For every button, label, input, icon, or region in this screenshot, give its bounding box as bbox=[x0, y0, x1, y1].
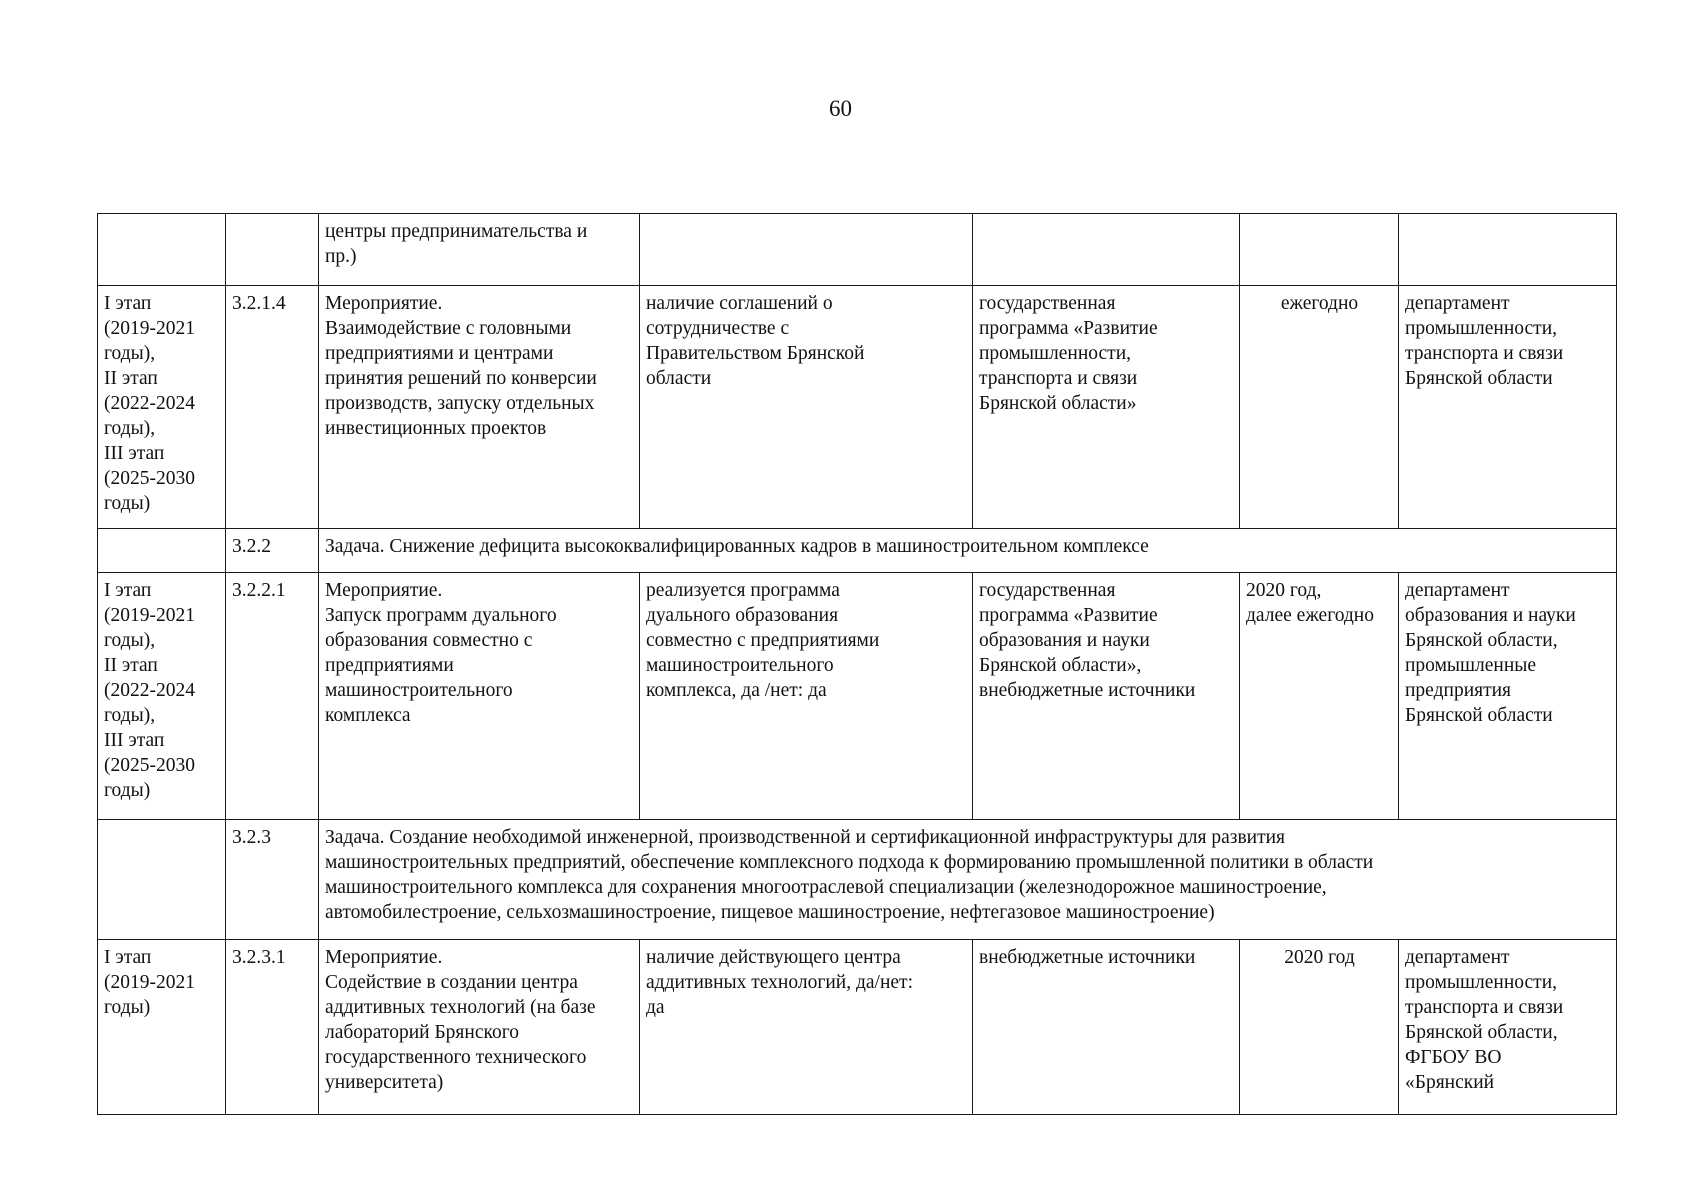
responsible-cell-line: Брянской области, bbox=[1405, 630, 1558, 651]
table-row bbox=[98, 286, 1617, 529]
stage-cell-line: годы) bbox=[104, 997, 151, 1018]
code-cell: 3.2.1.4 bbox=[226, 286, 319, 529]
responsible-cell-line: предприятия bbox=[1405, 680, 1512, 701]
activity-cell bbox=[319, 214, 640, 286]
source-cell-line: программа «Развитие bbox=[979, 318, 1158, 339]
responsible-cell-line: Брянской области bbox=[1405, 705, 1553, 726]
responsible-cell bbox=[1399, 573, 1617, 820]
table-row bbox=[98, 214, 1617, 286]
source-cell bbox=[973, 286, 1240, 529]
task-text-cell bbox=[319, 820, 1617, 940]
indicator-cell-line: Правительством Брянской bbox=[646, 343, 865, 364]
source-cell-line: Брянской области» bbox=[979, 393, 1137, 414]
responsible-cell-line: департамент bbox=[1405, 947, 1510, 968]
source-cell bbox=[973, 214, 1240, 286]
stage-cell-line: годы), bbox=[104, 418, 156, 439]
activity-cell-line: Содействие в создании центра bbox=[325, 972, 578, 993]
indicator-cell-line: машиностроительного bbox=[646, 655, 834, 676]
task-text-cell-line: машиностроительного комплекса для сохранения многоотраслевой специализации (железнодорожное машиностроение, bbox=[325, 877, 1327, 898]
activity-cell-line: пр.) bbox=[325, 246, 357, 267]
activity-cell bbox=[319, 573, 640, 820]
task-code-cell: 3.2.3 bbox=[226, 820, 319, 940]
activity-cell-line: машиностроительного bbox=[325, 680, 513, 701]
activity-cell-line: государственного технического bbox=[325, 1047, 587, 1068]
activity-cell-line: Запуск программ дуального bbox=[325, 605, 557, 626]
task-text-cell-line: Задача. Создание необходимой инженерной, производственной и сертификационной инфраструктуры для развития bbox=[325, 827, 1286, 848]
stage-cell-line: II этап bbox=[104, 368, 158, 389]
source-cell-line: государственная bbox=[979, 293, 1116, 314]
stage-cell-line: I этап bbox=[104, 947, 152, 968]
stage-cell-line: (2019-2021 bbox=[104, 605, 195, 626]
activity-cell-line: университета) bbox=[325, 1072, 444, 1093]
responsible-cell-line: департамент bbox=[1405, 293, 1510, 314]
responsible-cell bbox=[1399, 940, 1617, 1115]
term-cell bbox=[1240, 573, 1399, 820]
task-row bbox=[98, 529, 1617, 573]
indicator-cell-line: аддитивных технологий, да/нет: bbox=[646, 972, 913, 993]
responsible-cell-line: образования и науки bbox=[1405, 605, 1576, 626]
activity-cell-line: Мероприятие. bbox=[325, 580, 443, 601]
page-number: 60 bbox=[829, 96, 852, 121]
indicator-cell bbox=[640, 214, 973, 286]
source-cell-line: промышленности, bbox=[979, 343, 1132, 364]
indicator-cell-line: дуального образования bbox=[646, 605, 839, 626]
activity-cell-line: Взаимодействие с головными bbox=[325, 318, 572, 339]
stage-cell-line: III этап bbox=[104, 443, 165, 464]
indicator-cell-line: совместно с предприятиями bbox=[646, 630, 880, 651]
responsible-cell-line: Брянской области, bbox=[1405, 1022, 1558, 1043]
stage-cell bbox=[98, 573, 226, 820]
activity-cell-line: аддитивных технологий (на базе bbox=[325, 997, 596, 1018]
responsible-cell bbox=[1399, 214, 1617, 286]
responsible-cell-line: транспорта и связи bbox=[1405, 343, 1564, 364]
activity-cell-line: принятия решений по конверсии bbox=[325, 368, 597, 389]
stage-cell-line: (2022-2024 bbox=[104, 680, 195, 701]
indicator-cell bbox=[640, 286, 973, 529]
responsible-cell-line: Брянской области bbox=[1405, 368, 1553, 389]
activity-cell bbox=[319, 940, 640, 1115]
code-cell: 3.2.2.1 bbox=[226, 573, 319, 820]
stage-cell-line: годы) bbox=[104, 493, 151, 514]
stage-cell bbox=[98, 940, 226, 1115]
indicator-cell-line: комплекса, да /нет: да bbox=[646, 680, 827, 701]
indicator-cell-line: сотрудничестве с bbox=[646, 318, 790, 339]
term-cell-line: 2020 год, bbox=[1246, 580, 1322, 601]
activity-cell-line: лабораторий Брянского bbox=[325, 1022, 519, 1043]
stage-cell-line: годы), bbox=[104, 705, 156, 726]
stage-cell bbox=[98, 286, 226, 529]
responsible-cell-line: промышленные bbox=[1405, 655, 1537, 676]
table-row bbox=[98, 940, 1617, 1115]
activity-cell-line: производств, запуску отдельных bbox=[325, 393, 595, 414]
stage-cell-line: II этап bbox=[104, 655, 158, 676]
source-cell bbox=[973, 573, 1240, 820]
responsible-cell-line: ФГБОУ ВО bbox=[1405, 1047, 1502, 1068]
activity-cell-line: Мероприятие. bbox=[325, 947, 443, 968]
indicator-cell-line: да bbox=[646, 997, 665, 1018]
activity-cell bbox=[319, 286, 640, 529]
responsible-cell-line: департамент bbox=[1405, 580, 1510, 601]
responsible-cell-line: транспорта и связи bbox=[1405, 997, 1564, 1018]
stage-cell-line: (2025-2030 bbox=[104, 468, 195, 489]
activity-cell-line: предприятиями и центрами bbox=[325, 343, 554, 364]
activity-cell-line: образования совместно с bbox=[325, 630, 533, 651]
term-cell bbox=[1240, 940, 1399, 1115]
task-text-cell-line: автомобилестроение, сельхозмашиностроение, пищевое машиностроение, нефтегазовое машиностроение) bbox=[325, 902, 1215, 923]
table-row bbox=[98, 573, 1617, 820]
activity-cell-line: предприятиями bbox=[325, 655, 454, 676]
source-cell-line: транспорта и связи bbox=[979, 368, 1138, 389]
term-cell bbox=[1240, 286, 1399, 529]
stage-cell-line: годы), bbox=[104, 630, 156, 651]
source-cell-line: внебюджетные источники bbox=[979, 947, 1196, 968]
indicator-cell-line: наличие соглашений о bbox=[646, 293, 833, 314]
stage-cell-line: годы), bbox=[104, 343, 156, 364]
task-text-cell-line: Задача. Снижение дефицита высококвалифицированных кадров в машиностроительном комплексе bbox=[325, 536, 1149, 557]
stage-cell bbox=[98, 529, 226, 573]
responsible-cell-line: промышленности, bbox=[1405, 318, 1558, 339]
task-row bbox=[98, 820, 1617, 940]
task-text-cell-line: машиностроительных предприятий, обеспечение комплексного подхода к формированию промышленной политики в области bbox=[325, 852, 1374, 873]
source-cell-line: Брянской области», bbox=[979, 655, 1142, 676]
table-body bbox=[98, 214, 1617, 1115]
stage-cell-line: (2025-2030 bbox=[104, 755, 195, 776]
indicator-cell bbox=[640, 573, 973, 820]
measures-table bbox=[97, 213, 1617, 1115]
stage-cell-line: (2019-2021 bbox=[104, 972, 195, 993]
activity-cell-line: инвестиционных проектов bbox=[325, 418, 547, 439]
stage-cell-line: I этап bbox=[104, 293, 152, 314]
indicator-cell-line: наличие действующего центра bbox=[646, 947, 901, 968]
term-cell-line: ежегодно bbox=[1280, 293, 1359, 314]
code-cell: 3.2.3.1 bbox=[226, 940, 319, 1115]
term-cell-line: 2020 год bbox=[1284, 947, 1355, 968]
source-cell-line: образования и науки bbox=[979, 630, 1150, 651]
stage-cell-line: годы) bbox=[104, 780, 151, 801]
activity-cell-line: Мероприятие. bbox=[325, 293, 443, 314]
stage-cell bbox=[98, 214, 226, 286]
task-code-cell: 3.2.2 bbox=[226, 529, 319, 573]
indicator-cell-line: области bbox=[646, 368, 712, 389]
code-cell bbox=[226, 214, 319, 286]
indicator-cell-line: реализуется программа bbox=[646, 580, 840, 601]
source-cell-line: внебюджетные источники bbox=[979, 680, 1196, 701]
responsible-cell bbox=[1399, 286, 1617, 529]
indicator-cell bbox=[640, 940, 973, 1115]
stage-cell-line: III этап bbox=[104, 730, 165, 751]
stage-cell-line: (2019-2021 bbox=[104, 318, 195, 339]
activity-cell-line: центры предпринимательства и bbox=[325, 221, 588, 242]
responsible-cell-line: промышленности, bbox=[1405, 972, 1558, 993]
responsible-cell-line: «Брянский bbox=[1405, 1072, 1495, 1093]
source-cell-line: программа «Развитие bbox=[979, 605, 1158, 626]
stage-cell-line: (2022-2024 bbox=[104, 393, 195, 414]
stage-cell-line: I этап bbox=[104, 580, 152, 601]
term-cell bbox=[1240, 214, 1399, 286]
source-cell-line: государственная bbox=[979, 580, 1116, 601]
stage-cell bbox=[98, 820, 226, 940]
term-cell-line: далее ежегодно bbox=[1246, 605, 1374, 626]
source-cell bbox=[973, 940, 1240, 1115]
task-text-cell bbox=[319, 529, 1617, 573]
activity-cell-line: комплекса bbox=[325, 705, 411, 726]
